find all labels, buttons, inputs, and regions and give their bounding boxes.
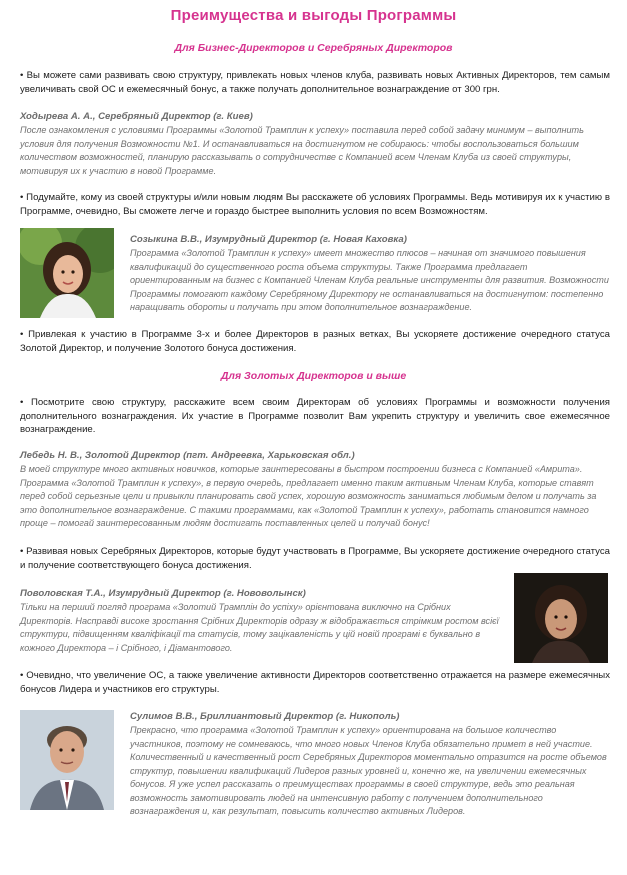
bullet-paragraph: • Подумайте, кому из своей структуры и/или новым людям Вы расскажете об условиях Программы. Ведь мотивируя их к участию в Программе, очевидно, Вы сможете легче и гораздо быстрее выполнить условия по всем Возможностям. (20, 192, 610, 217)
testimonial-author: Сулимов В.В., Бриллиантовый Директор (г. Никополь) (130, 711, 400, 722)
testimonial-text: Прекрасно, что программа «Золотой Трамплин к успеху» ориентирована на большое количество участников, поэтому не сомневаюсь, что много новых Членов Клуба обязательно примет в ней участие. Количественный и качественный рост Серебряных Директоров моментально отразится на росте объемов структур, повышении квалификаций Лидеров разных уровней и, конечно же, на увеличении ежемесячных бонусов. Я уже успел рассказать о преимуществах программы в своей структуре, ведь это реальная возможность замотивировать людей на интенсивную работу с получением дополнительного вознаграждения и, как результат, повысить количество активных Лидеров. (130, 725, 607, 816)
testimonial-author: Лебедь Н. В., Золотой Директор (пгт. Андреевка, Харьковская обл.) (20, 450, 355, 461)
bullet-paragraph: • Привлекая к участию в Программе 3-х и более Директоров в разных ветках, Вы ускоряете достижение очередного статуса Золотой Директор, и получение Золотого бонуса достижения. (20, 329, 610, 354)
testimonial-author: Поволовская Т.А., Изумрудный Директор (г. Нововолынск) (20, 588, 306, 599)
photo-sozykina (20, 228, 114, 318)
bullet-paragraph: • Очевидно, что увеличение ОС, а также увеличение активности Директоров соответственно отражается на размере ежемесячных бонусов Лидера и участников его структуры. (20, 670, 610, 695)
testimonial-author: Созыкина В.В., Изумрудный Директор (г. Новая Каховка) (130, 234, 407, 245)
bullet-paragraph: • Развивая новых Серебряных Директоров, которые будут участвовать в Программе, Вы ускоряете достижение очередного статуса и получение соответствующего бонуса достижения. (20, 546, 610, 571)
section-heading-business-silver: Для Бизнес-Директоров и Серебряных Директоров (174, 42, 453, 54)
bullet-paragraph: • Вы можете сами развивать свою структуру, привлекать новых членов клуба, развивать новых Активных Директоров, тем самым увеличивать свой ОС и ежемесячный бонус, а также получать дополнительное вознаграждение от 300 грн. (20, 70, 610, 95)
page-title: Преимущества и выгоды Программы (170, 7, 457, 24)
photo-sulimov (20, 710, 114, 810)
photo-povolovskaya (514, 573, 608, 663)
section-heading-gold-and-above: Для Золотых Директоров и выше (220, 370, 407, 382)
testimonial-text: После ознакомления с условиями Программы «Золотой Трамплин к успеху» поставила перед собой задачу минимум – выполнить условия для получения Возможности №1. И останавливаться на достигнутом не собираюсь: чтобы воспользоваться большим количеством возможностей, планирую рассказывать о сотрудничестве с Компанией всем Членам Клуба из своей структуры, мотивируя их к участию в новой Программе. (20, 125, 584, 176)
testimonial-text: Тільки на перший погляд програма «Золотий Трамплін до успіху» орієнтована виключно на Срібних Директорів. Насправді високе зростання Срібних Директорів одразу ж відображається стрімким ростом всієї структури, підвищенням кваліфікації та статусів, тому зацікавленість у цій новій програмі є буквально в кожного Директора – і Срібного, і Діамантового. (20, 602, 499, 653)
bullet-paragraph: • Посмотрите свою структуру, расскажите всем своим Директорам об условиях Программы и возможности получения дополнительного вознаграждения. Их участие в Программе позволит Вам укрепить структуру и увеличить свое ежемесячное вознаграждение. (20, 397, 610, 435)
testimonial-text: Программа «Золотой Трамплин к успеху» имеет множество плюсов – начиная от значимого повышения квалификаций до существенного роста объема структуры. Также Программа предлагает ориентированным на бизнес с Компанией Членам Клуба реальные инструменты для развития. Возможности Программы помогают каждому Серебряному Директору не останавливаться на достигнутом: постепенно наращивать обороты и получать при этом дополнительное вознаграждение. (130, 248, 609, 312)
testimonial-author: Ходырева А. А., Серебряный Директор (г. Киев) (20, 111, 253, 122)
testimonial-text: В моей структуре много активных новичков, которые заинтересованы в быстром построении бизнеса с Компанией «Амрита». Программа «Золотой Трамплин к успеху», в первую очередь, предлагает именно таким активным Членам Клуба, которые ставят перед собой серьезные цели и привыкли планировать свой успех, хорошую возможность заниматься любимым делом и получать за это дополнительное вознаграждение. С такими программами, как «Золотой Трамплин к успеху», работать становится намного проще – помогай заинтересованным людям достигать поставленных целей и получай бонус! (20, 464, 597, 528)
